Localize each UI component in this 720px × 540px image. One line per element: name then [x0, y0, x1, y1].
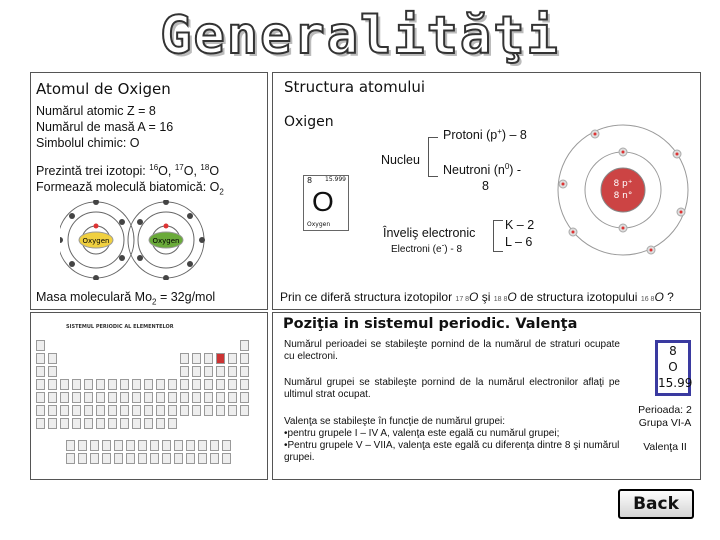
periodic-table-cell: [156, 379, 165, 390]
periodic-table-cell: [108, 392, 117, 403]
periodic-table-cell: [108, 405, 117, 416]
element-name: Oxigen: [284, 114, 334, 130]
periodic-table-cell: [156, 418, 165, 429]
periodic-table-cell: [90, 453, 99, 464]
l-shell-text: L – 6: [505, 235, 533, 249]
periodic-table-cell: [216, 366, 225, 377]
element-cell-name: Oxygen: [307, 221, 331, 228]
periodic-table-cell: [216, 405, 225, 416]
periodic-table-cell: [66, 440, 75, 451]
periodic-table-cell: [168, 392, 177, 403]
periodic-table-cell: [96, 392, 105, 403]
periodic-table-cell: [216, 353, 225, 364]
element-cell-number: 8: [307, 176, 313, 185]
periodic-table-cell: [36, 366, 45, 377]
periodic-table-cell: [186, 453, 195, 464]
periodic-table-cell: [174, 453, 183, 464]
periodic-table-cell: [204, 353, 213, 364]
periodic-table-cell: [210, 453, 219, 464]
periodic-table-cell: [114, 440, 123, 451]
periodic-table-cell: [204, 379, 213, 390]
neutrons-text: Neutroni $(n^0)$ -: [443, 161, 522, 177]
periodic-table-cell: [168, 405, 177, 416]
periodic-table-cell: [240, 392, 249, 403]
period-label: Perioada: 2: [638, 404, 692, 416]
mass-number-text: Numărul de masă A = 16: [36, 120, 174, 134]
periodic-table-cell: [156, 405, 165, 416]
isotope-question: Prin ce diferă structura izotopilor 17 8O şi 18 8O de structura izotopului 16 8O ?: [280, 290, 674, 304]
molar-mass-text: Masa moleculară $Mo_2 = 32g/mol$: [36, 290, 216, 307]
periodic-table-cell: [192, 392, 201, 403]
periodic-table-cell: [48, 379, 57, 390]
periodic-table-cell: [144, 405, 153, 416]
periodic-table-cell: [96, 405, 105, 416]
periodic-table-cell: [48, 366, 57, 377]
back-button[interactable]: Back: [618, 489, 694, 519]
k-shell-text: K – 2: [505, 218, 535, 232]
periodic-table-cell: [60, 392, 69, 403]
periodic-table-cell: [96, 379, 105, 390]
periodic-table-cell: [198, 440, 207, 451]
periodic-table-cell: [60, 379, 69, 390]
position-cell-symbol: O: [668, 360, 678, 374]
periodic-table-cell: [84, 392, 93, 403]
periodic-table-cell: [36, 379, 45, 390]
valence-rule-a: •pentru grupele I – IV A, valenţa este egală cu numărul grupei;: [284, 428, 560, 439]
periodic-table-cell: [180, 405, 189, 416]
periodic-table-cell: [72, 379, 81, 390]
valence-label: Valenţa II: [643, 441, 687, 453]
periodic-table-cell: [186, 440, 195, 451]
periodic-table-cell: [228, 405, 237, 416]
periodic-table-cell: [60, 418, 69, 429]
periodic-table-cell: [192, 405, 201, 416]
periodic-table-cell: [132, 405, 141, 416]
periodic-table-cell: [90, 440, 99, 451]
o2-molecule-diagram: [60, 200, 250, 280]
position-cell-number: 8: [669, 344, 677, 358]
periodic-table-cell: [228, 353, 237, 364]
element-cell-symbol: O: [312, 186, 334, 217]
protons-text: Protoni (p+) – 8: [443, 126, 527, 142]
periodic-table-cell: [120, 392, 129, 403]
periodic-table-cell: [144, 392, 153, 403]
periodic-table-cell: [168, 418, 177, 429]
page-title: Generalităţi: [160, 6, 560, 66]
periodic-table-cell: [48, 392, 57, 403]
periodic-table-cell: [72, 418, 81, 429]
electrons-text: Electroni (e-) - 8: [391, 240, 463, 255]
shells-brace: [493, 220, 503, 252]
valence-rule-text: Valenţa se stabileşte în funcţie de numărul grupei:: [284, 416, 506, 427]
periodic-table-cell: [138, 453, 147, 464]
oxygen-element-cell: [303, 175, 349, 231]
periodic-table-cell: [240, 366, 249, 377]
structure-heading: Structura atomului: [284, 78, 426, 96]
periodic-table-cell: [144, 418, 153, 429]
isotopes-text: Prezintă trei izotopi: $^{16}$O, $^{17}$O, $^{18}$O: [36, 162, 220, 178]
neutrons-value: 8: [482, 179, 489, 193]
periodic-table-cell: [228, 392, 237, 403]
periodic-table-cell: [36, 340, 45, 351]
periodic-table-cell: [144, 379, 153, 390]
periodic-table-cell: [72, 392, 81, 403]
position-heading: Poziţia in sistemul periodic. Valenţa: [283, 316, 578, 332]
periodic-table-cell: [204, 366, 213, 377]
nucleus-protons-label: 8 p⁺: [613, 179, 633, 189]
periodic-table-cell: [78, 453, 87, 464]
periodic-table-cell: [204, 405, 213, 416]
periodic-table-cell: [156, 392, 165, 403]
periodic-table-cell: [36, 418, 45, 429]
periodic-table-cell: [210, 440, 219, 451]
bohr-atom-diagram: [555, 122, 690, 257]
periodic-table-cell: [132, 392, 141, 403]
periodic-table-cell: [168, 379, 177, 390]
position-cell-mass: 15.99: [658, 376, 693, 390]
periodic-table-cell: [72, 405, 81, 416]
periodic-table-cell: [96, 418, 105, 429]
periodic-table-cell: [120, 379, 129, 390]
periodic-table-cell: [222, 453, 231, 464]
molecule-atom-label-2: Oxygen: [152, 237, 180, 245]
periodic-table-cell: [180, 366, 189, 377]
group-label: Grupa VI-A: [638, 417, 692, 429]
electron-shell-label: Înveliş electronic: [383, 226, 476, 240]
periodic-table-cell: [36, 353, 45, 364]
periodic-table-cell: [192, 353, 201, 364]
periodic-table-cell: [228, 379, 237, 390]
periodic-table-cell: [36, 392, 45, 403]
nucleus-neutrons-label: 8 n°: [613, 191, 633, 201]
periodic-table-cell: [84, 405, 93, 416]
periodic-table-cell: [204, 392, 213, 403]
periodic-table-cell: [138, 440, 147, 451]
molecule-atom-label-1: Oxygen: [82, 237, 110, 245]
periodic-table-cell: [216, 392, 225, 403]
periodic-table-cell: [84, 418, 93, 429]
periodic-table-caption: SISTEMUL PERIODIC AL ELEMENTELOR: [66, 324, 174, 330]
periodic-table-cell: [192, 379, 201, 390]
periodic-table-cell: [150, 440, 159, 451]
periodic-table-cell: [102, 453, 111, 464]
periodic-table-cell: [174, 440, 183, 451]
periodic-table-cell: [126, 440, 135, 451]
periodic-table-cell: [126, 453, 135, 464]
periodic-table-cell: [102, 440, 111, 451]
periodic-table-cell: [150, 453, 159, 464]
nucleus-label: Nucleu: [381, 153, 420, 167]
periodic-table-cell: [180, 353, 189, 364]
periodic-table-cell: [216, 379, 225, 390]
periodic-table-cell: [162, 440, 171, 451]
periodic-table-cell: [240, 340, 249, 351]
periodic-table-cell: [48, 405, 57, 416]
oxygen-position-cell: [655, 340, 691, 396]
periodic-table-cell: [132, 379, 141, 390]
periodic-table-cell: [108, 418, 117, 429]
nucleus-brace: [428, 137, 438, 177]
periodic-table-cell: [192, 366, 201, 377]
oxygen-atom-heading: Atomul de Oxigen: [36, 80, 171, 98]
periodic-table-cell: [120, 418, 129, 429]
atomic-number-text: Numărul atomic Z = 8: [36, 104, 156, 118]
periodic-table-cell: [198, 453, 207, 464]
periodic-table-cell: [36, 405, 45, 416]
element-cell-mass: 15.999: [325, 176, 346, 183]
periodic-table-cell: [60, 405, 69, 416]
periodic-table-cell: [114, 453, 123, 464]
periodic-table-cell: [84, 379, 93, 390]
periodic-table-cell: [48, 418, 57, 429]
periodic-table-cell: [222, 440, 231, 451]
group-rule-text: Numărul grupei se stabileşte pornind de la numărul electronilor aflaţi pe ultimul strat ocupat.: [284, 377, 620, 400]
periodic-table-cell: [108, 379, 117, 390]
periodic-table-cell: [180, 379, 189, 390]
periodic-table-cell: [120, 405, 129, 416]
period-rule-text: Numărul perioadei se stabileşte pornind de la numărul de straturi ocupate cu electroni.: [284, 339, 620, 362]
periodic-table-cell: [132, 418, 141, 429]
periodic-table-cell: [66, 453, 75, 464]
periodic-table-cell: [180, 392, 189, 403]
diatomic-molecule-text: Formează moleculă biatomică: $O_2$: [36, 180, 224, 197]
periodic-table-cell: [240, 353, 249, 364]
periodic-table-cell: [228, 366, 237, 377]
periodic-table-cell: [240, 405, 249, 416]
periodic-table-cell: [48, 353, 57, 364]
periodic-table-cell: [240, 379, 249, 390]
valence-rule-b: •Pentru grupele V – VIIA, valenţa este egală cu diferenţa dintre 8 şi numărul grupei.: [284, 440, 620, 463]
periodic-table-cell: [162, 453, 171, 464]
periodic-table-cell: [78, 440, 87, 451]
chemical-symbol-text: Simbolul chimic: O: [36, 136, 140, 150]
